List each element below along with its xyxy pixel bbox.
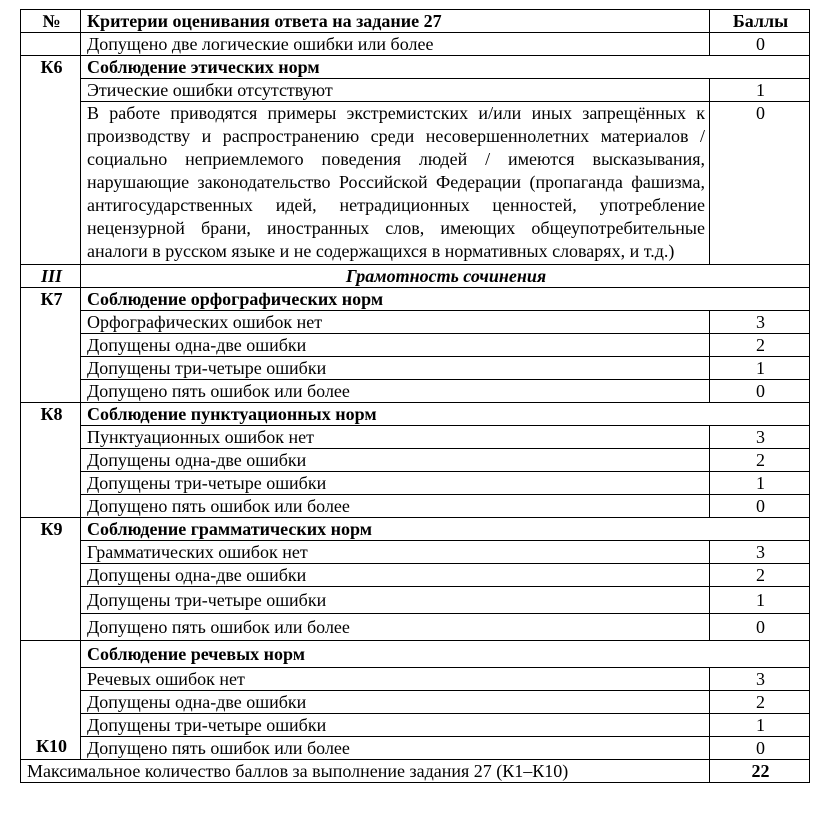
empty-cell <box>21 33 81 56</box>
criterion-text: Допущены одна-две ошибки <box>81 564 710 587</box>
header-row <box>21 10 810 33</box>
table-row <box>21 357 810 380</box>
criterion-text: В работе приводятся примеры экстремистских и/или иных запрещённых к производству и распространению среди несовершеннолетних материалов / социально неприемлемого поведения людей / имеются высказывания, нарушающие законодательство Российской Федерации (пропаганда фашизма, антигосударственных идей, нетрадиционных ценностей, употребление нецензурной брани, иностранных слов, имеющих общеупотребительные аналоги в русском языке и не содержащихся в нормативных словарях, и т.д.) <box>81 102 710 265</box>
criterion-text: Допущены одна-две ошибки <box>81 691 710 714</box>
criterion-text: Допущены три-четыре ошибки <box>81 587 710 614</box>
total-points: 22 <box>710 760 810 783</box>
table-row <box>21 311 810 334</box>
section-row <box>21 265 810 288</box>
criterion-text: Допущены одна-две ошибки <box>81 334 710 357</box>
table-row <box>21 79 810 102</box>
criterion-text: Допущены три-четыре ошибки <box>81 714 710 737</box>
criterion-points: 3 <box>710 426 810 449</box>
total-label: Максимальное количество баллов за выполнение задания 27 (К1–К10) <box>21 760 710 783</box>
criterion-title: Соблюдение этических норм <box>81 56 810 79</box>
criterion-code: К7 <box>21 288 81 403</box>
criterion-points: 0 <box>710 380 810 403</box>
criterion-points: 1 <box>710 357 810 380</box>
criterion-text: Грамматических ошибок нет <box>81 541 710 564</box>
criterion-code: К9 <box>21 518 81 641</box>
header-number: № <box>21 10 81 33</box>
criterion-points: 2 <box>710 334 810 357</box>
criterion-text: Речевых ошибок нет <box>81 668 710 691</box>
table-row <box>21 449 810 472</box>
table-row <box>21 426 810 449</box>
table-row <box>21 102 810 265</box>
criterion-points: 3 <box>710 541 810 564</box>
table-row <box>21 495 810 518</box>
criterion-title: Соблюдение орфографических норм <box>81 288 810 311</box>
table-row <box>21 614 810 641</box>
table-row <box>21 737 810 760</box>
criterion-text: Допущено пять ошибок или более <box>81 737 710 760</box>
criterion-points: 0 <box>710 614 810 641</box>
criterion-header-row <box>21 56 810 79</box>
table-row <box>21 714 810 737</box>
criterion-points: 1 <box>710 79 810 102</box>
criterion-points: 0 <box>710 33 810 56</box>
criterion-points: 1 <box>710 714 810 737</box>
table-row <box>21 472 810 495</box>
section-title: Грамотность сочинения <box>81 265 810 288</box>
criterion-points: 3 <box>710 311 810 334</box>
criterion-points: 2 <box>710 564 810 587</box>
criterion-title: Соблюдение грамматических норм <box>81 518 810 541</box>
criterion-points: 2 <box>710 449 810 472</box>
criterion-points: 1 <box>710 587 810 614</box>
criterion-points: 0 <box>710 495 810 518</box>
table-row <box>21 691 810 714</box>
header-points: Баллы <box>710 10 810 33</box>
criterion-header-row <box>21 288 810 311</box>
criterion-text: Допущены три-четыре ошибки <box>81 357 710 380</box>
criterion-text: Орфографических ошибок нет <box>81 311 710 334</box>
table-row <box>21 380 810 403</box>
criterion-points: 3 <box>710 668 810 691</box>
table-row <box>21 541 810 564</box>
table-row <box>21 33 810 56</box>
header-criteria: Критерии оценивания ответа на задание 27 <box>81 10 710 33</box>
criterion-text: Пунктуационных ошибок нет <box>81 426 710 449</box>
criterion-header-row <box>21 403 810 426</box>
criterion-code: К8 <box>21 403 81 518</box>
criterion-code: К10 <box>21 641 81 760</box>
table-row <box>21 564 810 587</box>
criterion-text: Этические ошибки отсутствуют <box>81 79 710 102</box>
criterion-points: 0 <box>710 102 810 265</box>
criterion-text: Допущено две логические ошибки или более <box>81 33 710 56</box>
table-row <box>21 587 810 614</box>
criterion-title: Соблюдение речевых норм <box>81 641 810 668</box>
criterion-text: Допущены одна-две ошибки <box>81 449 710 472</box>
criterion-text: Допущены три-четыре ошибки <box>81 472 710 495</box>
total-row <box>21 760 810 783</box>
criterion-text: Допущено пять ошибок или более <box>81 495 710 518</box>
section-number: III <box>21 265 81 288</box>
criterion-code: К6 <box>21 56 81 265</box>
criterion-text: Допущено пять ошибок или более <box>81 614 710 641</box>
criterion-points: 0 <box>710 737 810 760</box>
criteria-table <box>20 9 810 783</box>
criterion-header-row <box>21 518 810 541</box>
criterion-header-row <box>21 641 810 668</box>
table-row <box>21 668 810 691</box>
criterion-points: 2 <box>710 691 810 714</box>
criterion-points: 1 <box>710 472 810 495</box>
table-row <box>21 334 810 357</box>
criterion-title: Соблюдение пунктуационных норм <box>81 403 810 426</box>
criterion-text: Допущено пять ошибок или более <box>81 380 710 403</box>
